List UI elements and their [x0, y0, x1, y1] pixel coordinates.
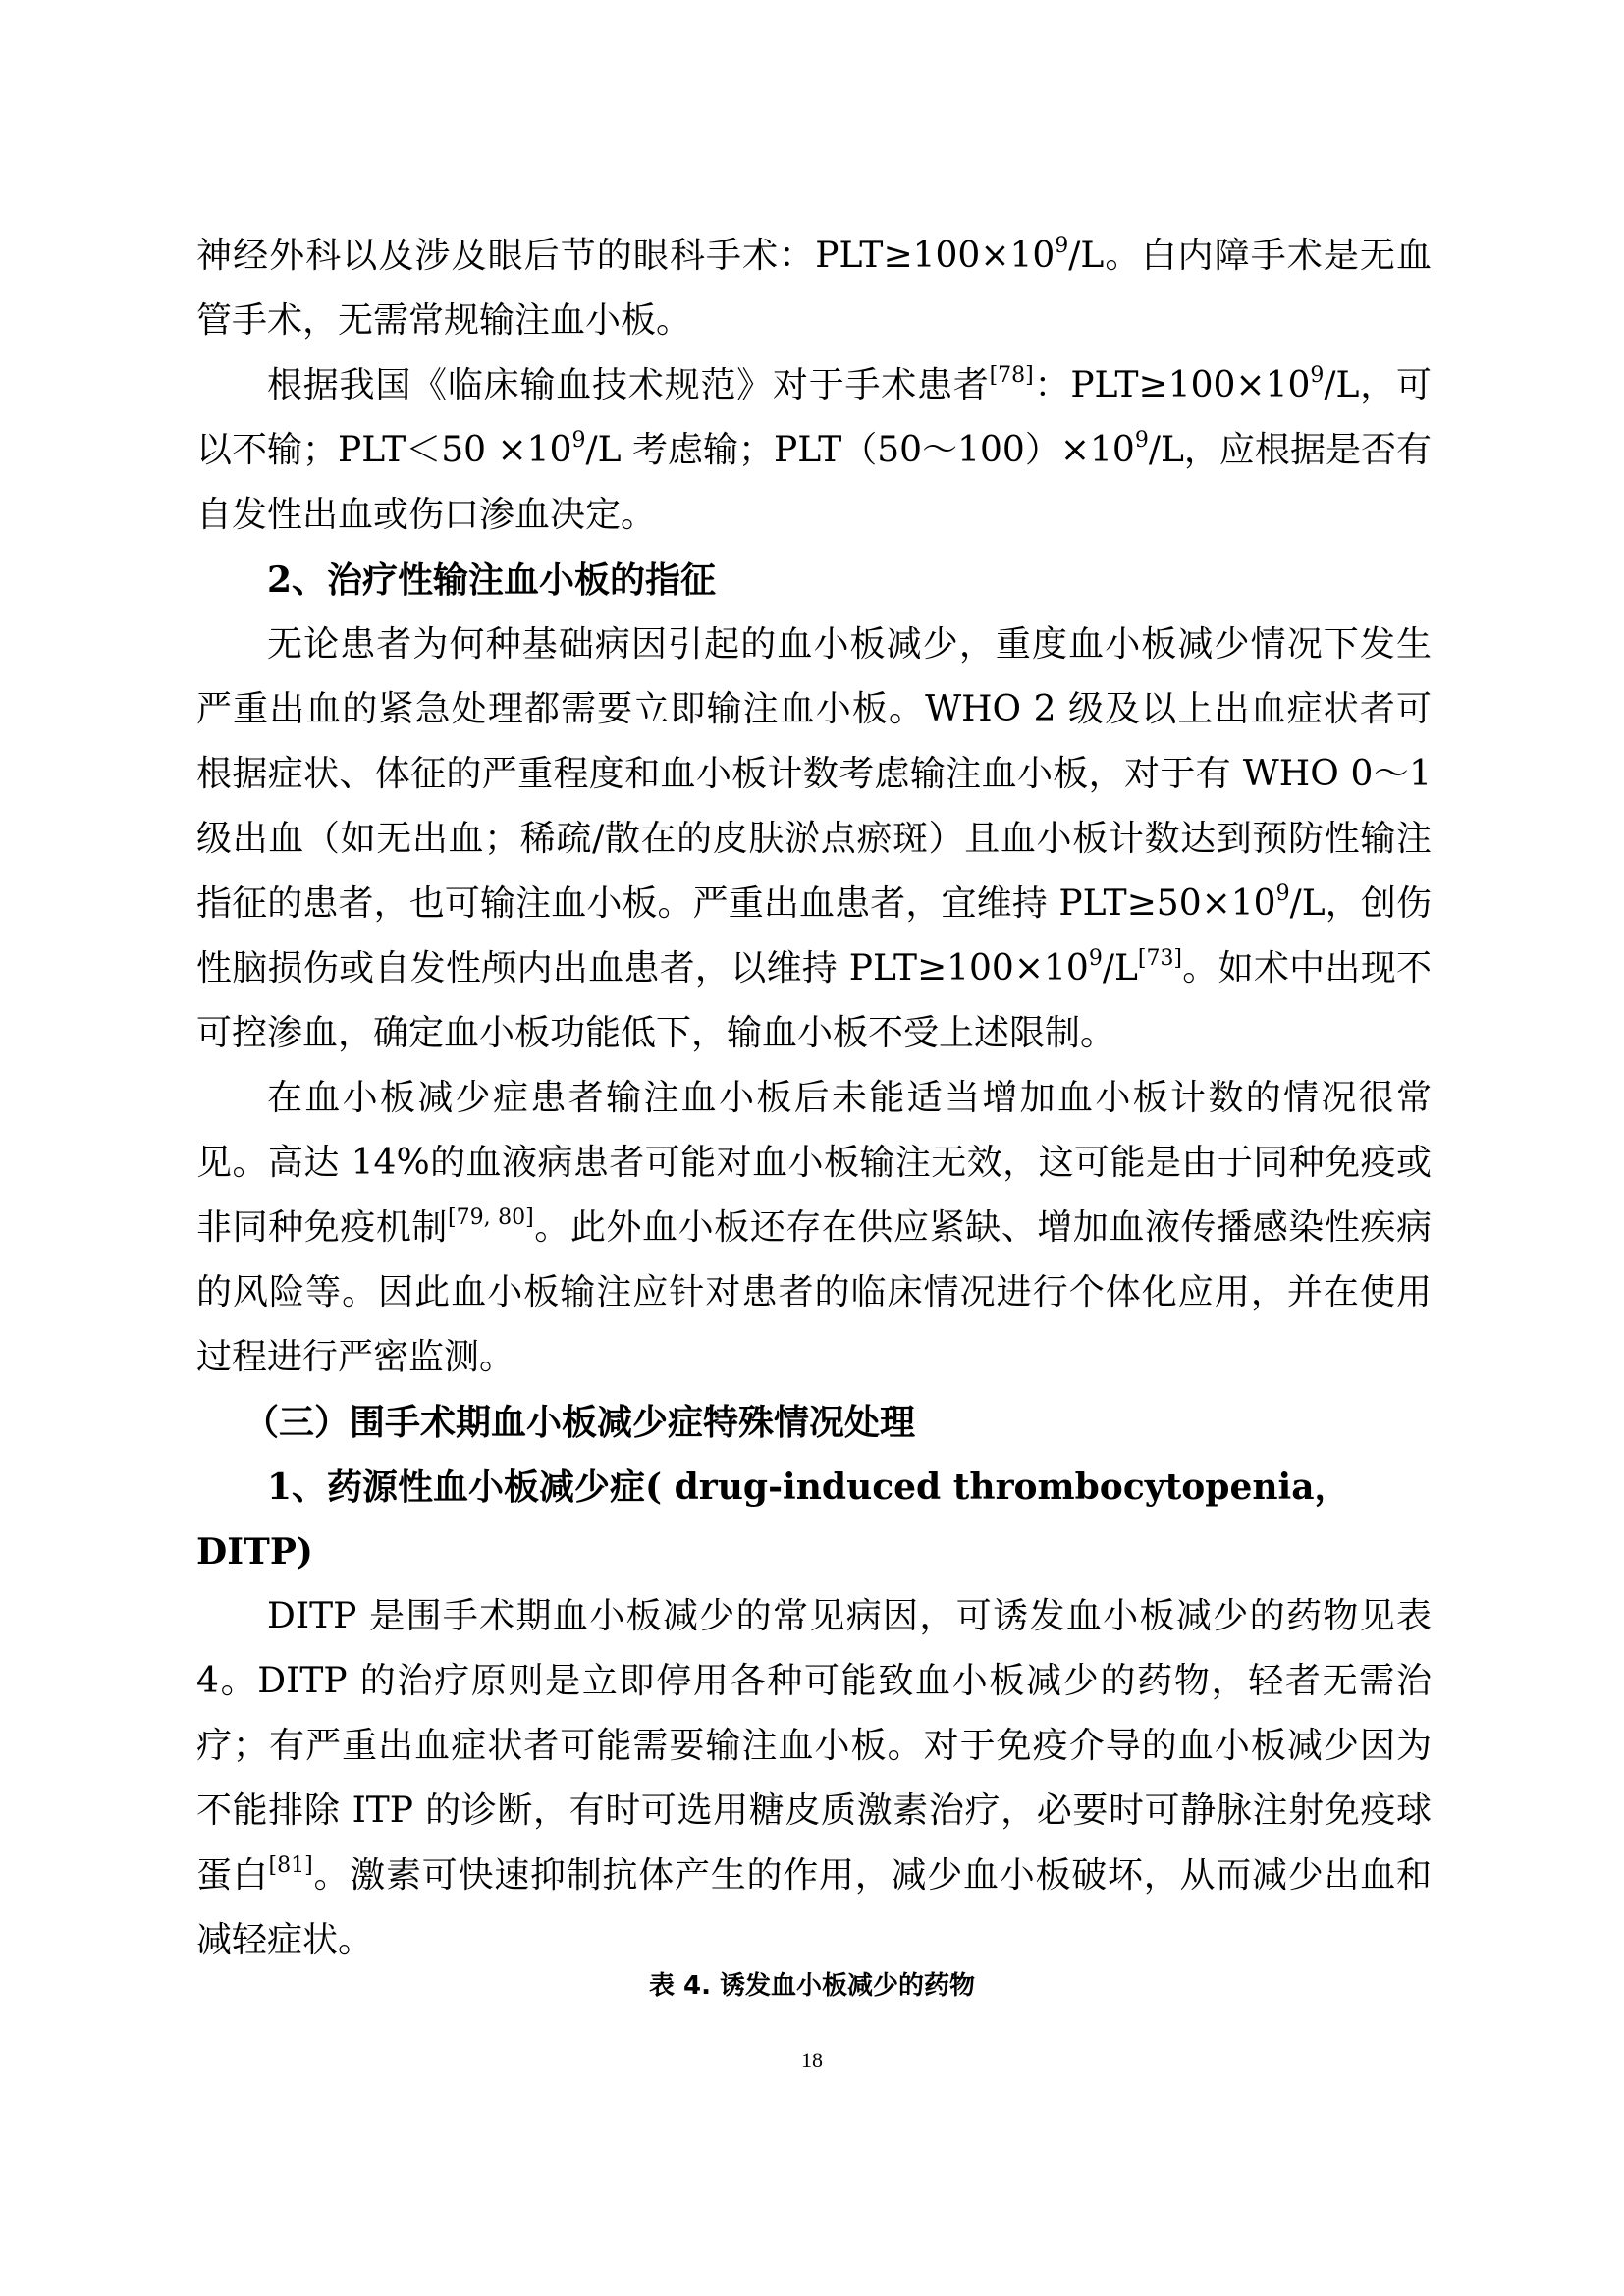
text-run: ：PLT≥100×10 [1033, 365, 1311, 405]
superscript: 9 [1088, 946, 1103, 971]
text-run: DITP 是围手术期血小板减少的常见病因，可诱发血小板减少的药物见表 4。DITP 的治疗原则是立即停用各种可能致血小板减少的药物，轻者无需治疗；有严重出血症状者可能需要输注血小板。对于免疫介导的血小板减少因为不能排除 ITP 的诊断，有时可选用糖皮质激素治疗，必要时可静脉注射免疫球蛋白 [196, 1596, 1432, 1896]
citation-ref: [81] [268, 1853, 313, 1878]
citation-ref: [78] [989, 363, 1034, 388]
superscript: 9 [1310, 363, 1325, 388]
text-run: 神经外科以及涉及眼后节的眼科手术：PLT≥100×10 [196, 236, 1056, 276]
text-run: 。激素可快速抑制抗体产生的作用，减少血小板破坏，从而减少出血和减轻症状。 [196, 1855, 1432, 1960]
table-caption: 表 4. 诱发血小板减少的药物 [648, 1971, 976, 2001]
citation-ref: [79, 80] [448, 1205, 534, 1230]
text-run: 根据我国《临床输血技术规范》对于手术患者 [267, 365, 990, 405]
text-run: /L，可以不输；PLT＜50 ×10 [196, 365, 1432, 470]
paragraph-refractoriness [196, 1066, 1432, 1390]
citation-ref: [73] [1137, 946, 1183, 971]
paragraph-surgery-thresholds [196, 224, 1432, 353]
page-number: 18 [801, 2048, 823, 2072]
section-heading-special-situations: （三）围手术期血小板减少症特殊情况处理 [244, 1402, 916, 1443]
text-run: /L，应根据是否有自发性出血或伤口渗血决定。 [196, 430, 1432, 535]
text-run: 。如术中出现不可控渗血，确定血小板功能低下，输血小板不受上述限制。 [196, 948, 1432, 1053]
section-heading-therapeutic: 2、治疗性输注血小板的指征 [267, 560, 717, 601]
paragraph-therapeutic-indications [196, 613, 1432, 1066]
text-run: /L [1102, 948, 1138, 988]
superscript: 9 [1275, 881, 1290, 906]
superscript: 9 [1134, 428, 1149, 453]
text-run: /L，创伤性脑损伤或自发性颅内出血患者，以维持 PLT≥100×10 [196, 883, 1432, 988]
text-run: 。此外血小板还存在供应紧缺、增加血液传播感染性疾病的风险等。因此血小板输注应针对患者的临床情况进行个体化应用，并在使用过程进行严密监测。 [196, 1207, 1432, 1377]
text-run: 无论患者为何种基础病因引起的血小板减少，重度血小板减少情况下发生严重出血的紧急处理都需要立即输注血小板。WHO 2 级及以上出血症状者可根据症状、体征的严重程度和血小板计数考虑输注血小板，对于有 WHO 0～1 级出血（如无出血；稀疏/散在的皮肤淤点瘀斑）且血小板计数达到预防性输注指征的患者，也可输注血小板。严重出血患者，宜维持 PLT≥50×10 [196, 624, 1432, 924]
superscript: 9 [571, 428, 586, 453]
section-heading-ditp: 1、药源性血小板减少症( drug-induced thrombocytopenia，DITP) [196, 1467, 1350, 1573]
text-run: 在血小板减少症患者输注血小板后未能适当增加血小板计数的情况很常见。高达 14%的血液病患者可能对血小板输注无效，这可能是由于同种免疫或非同种免疫机制 [196, 1078, 1432, 1248]
document-body [196, 224, 1432, 1973]
text-run: /L。白内障手术是无血管手术，无需常规输注血小板。 [196, 236, 1432, 341]
superscript: 9 [1055, 234, 1069, 258]
paragraph-transfusion-standard [196, 353, 1432, 548]
text-run: /L 考虑输；PLT（50～100）×10 [585, 430, 1135, 470]
paragraph-ditp [196, 1584, 1432, 1973]
